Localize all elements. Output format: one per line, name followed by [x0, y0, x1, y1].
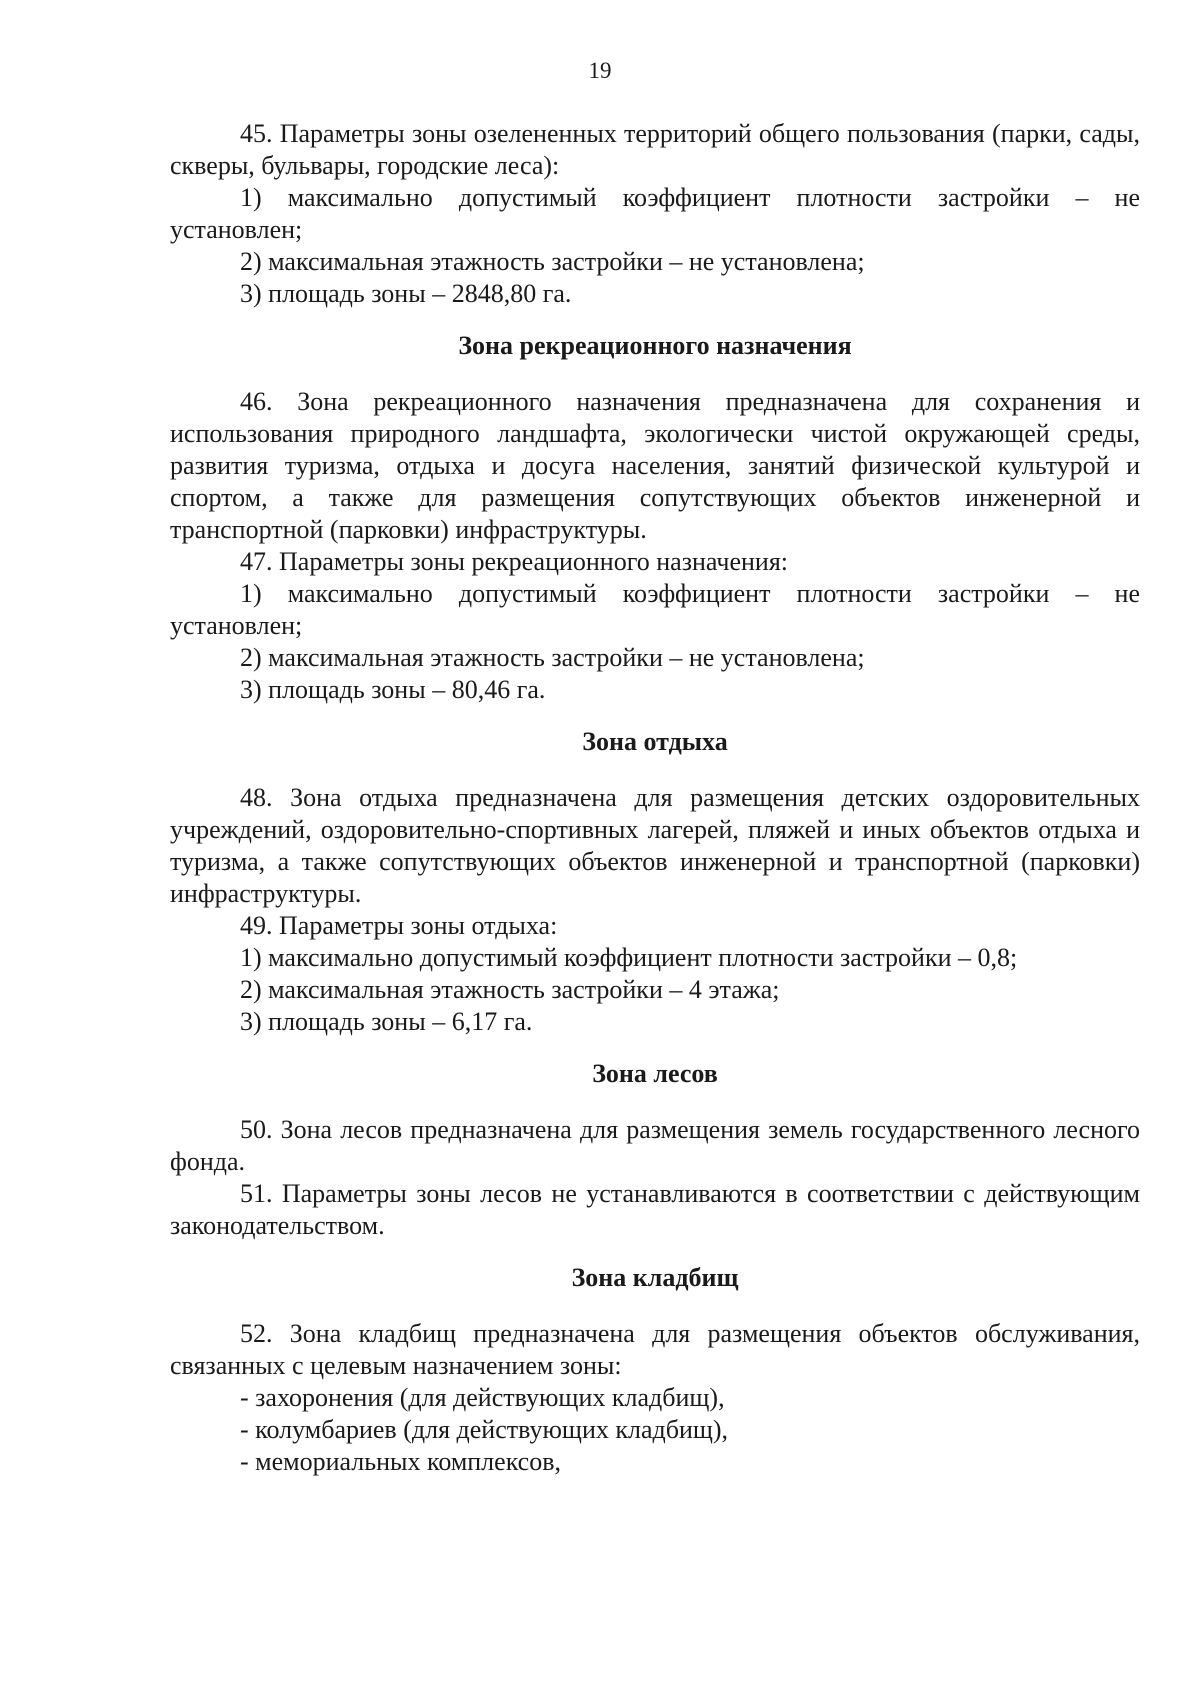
p49-item-1: 1) максимально допустимый коэффициент плотности застройки – 0,8; — [240, 943, 1018, 972]
paragraph-46: 46. Зона рекреационного назначения предназначена для сохранения и использования природного ландшафта, экологически чистой окружающей среды, развития туризма, отдыха и досуга населения, занятий физической культурой и спортом, а также для размещения сопутствующих объектов инженерной и транспортной (парковки) инфраструктуры. — [170, 387, 1140, 544]
paragraph-50: 50. Зона лесов предназначена для размещения земель государственного лесного фонда. — [170, 1115, 1140, 1176]
p47-item-1: 1) максимально допустимый коэффициент плотности застройки – не установлен; — [170, 579, 1140, 640]
paragraph-52: 52. Зона кладбищ предназначена для размещения объектов обслуживания, связанных с целевым назначением зоны: — [170, 1319, 1140, 1380]
heading-forest-zone: Зона лесов — [592, 1059, 718, 1088]
heading-recreation-zone: Зона рекреационного назначения — [458, 331, 852, 360]
p45-item-3: 3) площадь зоны – 2848,80 га. — [240, 279, 572, 308]
p47-item-3: 3) площадь зоны – 80,46 га. — [240, 675, 546, 704]
p52-bullet-2: - колумбариев (для действующих кладбищ), — [240, 1415, 729, 1444]
paragraph-45: 45. Параметры зоны озелененных территорий общего пользования (парки, сады, скверы, бульвары, городские леса): — [170, 119, 1140, 180]
heading-rest-zone: Зона отдыха — [582, 727, 728, 756]
paragraph-48: 48. Зона отдыха предназначена для размещения детских оздоровительных учреждений, оздоровительно-спортивных лагерей, пляжей и иных объектов отдыха и туризма, а также сопутствующих объектов инженерной и транспортной (парковки) инфраструктуры. — [170, 783, 1140, 908]
paragraph-47: 47. Параметры зоны рекреационного назначения: — [240, 547, 789, 576]
p45-item-2: 2) максимальная этажность застройки – не установлена; — [240, 247, 865, 276]
heading-cemetery-zone: Зона кладбищ — [571, 1263, 739, 1292]
p52-bullet-3: - мемориальных комплексов, — [240, 1447, 562, 1476]
page-number: 19 — [588, 58, 612, 83]
p47-item-2: 2) максимальная этажность застройки – не установлена; — [240, 643, 865, 672]
p49-item-3: 3) площадь зоны – 6,17 га. — [240, 1007, 533, 1036]
p52-bullet-1: - захоронения (для действующих кладбищ), — [240, 1383, 725, 1412]
p49-item-2: 2) максимальная этажность застройки – 4 этажа; — [240, 975, 780, 1004]
p45-item-1: 1) максимально допустимый коэффициент плотности застройки – не установлен; — [170, 183, 1140, 244]
paragraph-51: 51. Параметры зоны лесов не устанавливаются в соответствии с действующим законодательством. — [170, 1179, 1140, 1240]
document-body — [170, 118, 1140, 1478]
paragraph-49: 49. Параметры зоны отдыха: — [240, 911, 558, 940]
